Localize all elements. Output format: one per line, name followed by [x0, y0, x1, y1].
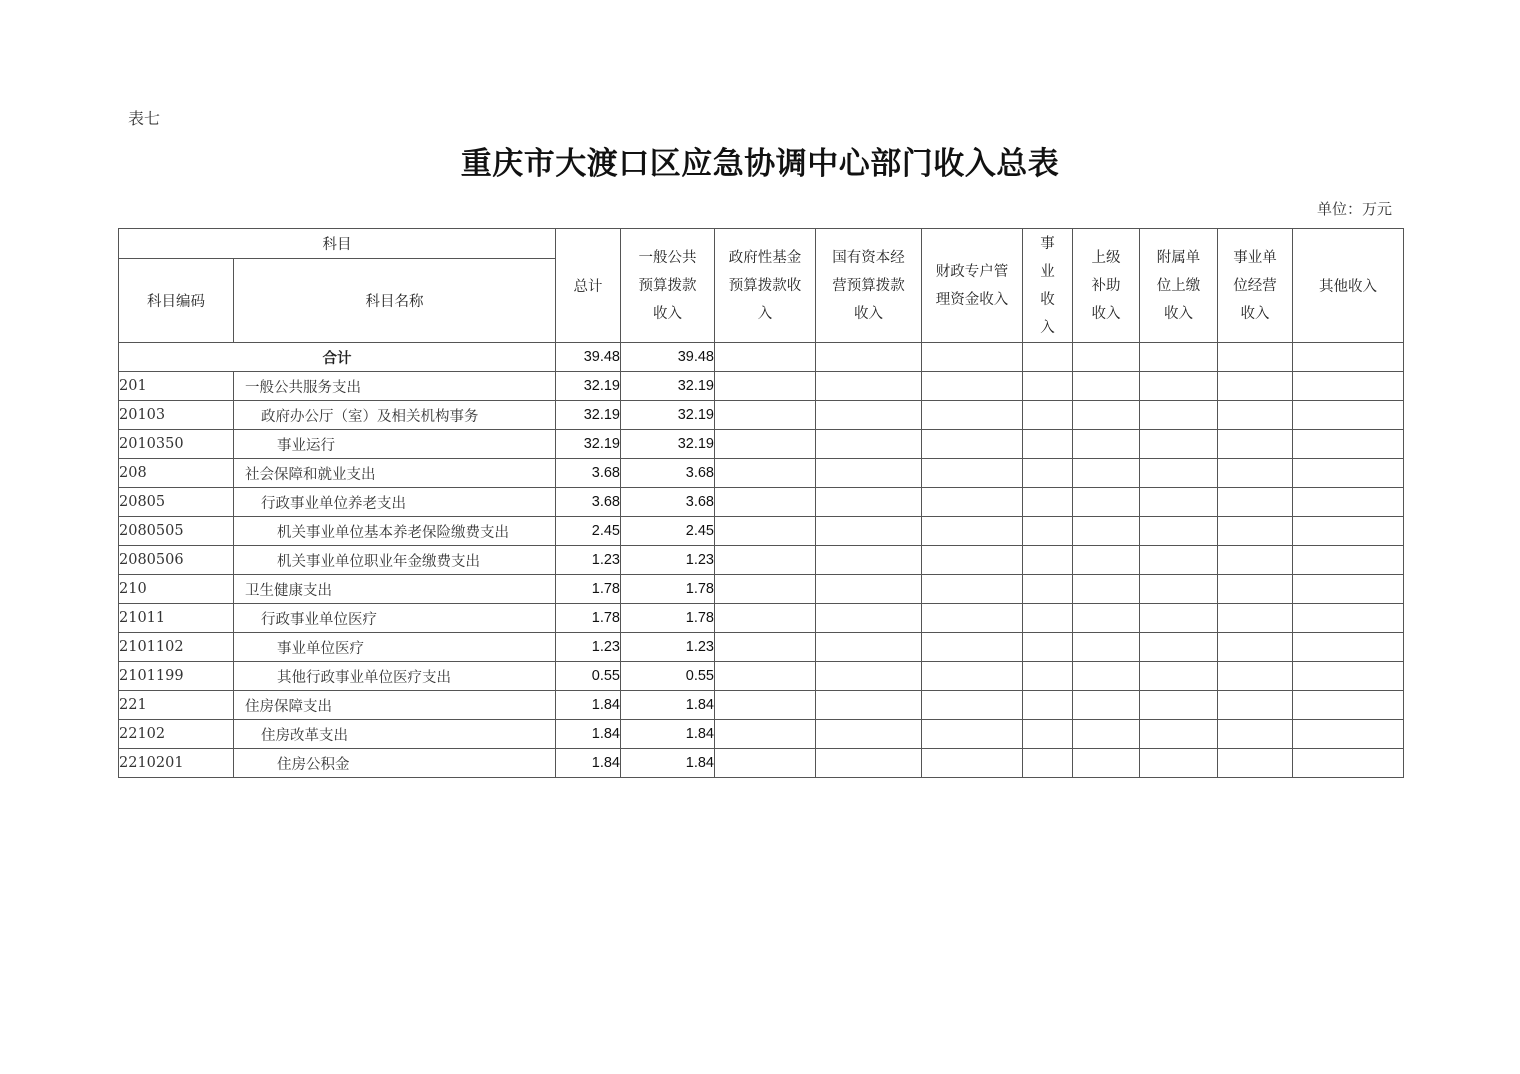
header-business-income [1023, 229, 1073, 343]
subject-code-cell: 21011 [119, 604, 234, 633]
subject-name-cell: 卫生健康支出 [234, 575, 556, 604]
header-state-capital [816, 229, 922, 343]
total-cell: 32.19 [556, 430, 621, 459]
empty-cell [1140, 749, 1218, 778]
table-row [119, 372, 1404, 401]
subject-name-cell: 一般公共服务支出 [234, 372, 556, 401]
empty-cell [715, 401, 816, 430]
header-affiliated-payment-line-2: 位上缴 [1156, 277, 1201, 294]
summary-general-budget: 39.48 [621, 343, 715, 372]
empty-cell [1293, 633, 1404, 662]
empty-cell [1218, 372, 1293, 401]
subject-name-cell: 住房改革支出 [234, 720, 556, 749]
empty-cell [1073, 372, 1140, 401]
empty-cell [1140, 343, 1218, 372]
empty-cell [922, 691, 1023, 720]
empty-cell [1218, 517, 1293, 546]
header-operating-income-line-2: 位经营 [1233, 277, 1277, 294]
empty-cell [715, 662, 816, 691]
empty-cell [1023, 372, 1073, 401]
header-business-income-line-3: 收 [1040, 291, 1055, 308]
empty-cell [816, 343, 922, 372]
empty-cell [816, 546, 922, 575]
header-affiliated-payment [1140, 229, 1218, 343]
empty-cell [1023, 633, 1073, 662]
subject-code-cell: 2210201 [119, 749, 234, 778]
empty-cell [1293, 575, 1404, 604]
empty-cell [816, 720, 922, 749]
income-summary-table [118, 228, 1404, 778]
header-subject-name: 科目名称 [234, 259, 556, 343]
empty-cell [1218, 633, 1293, 662]
empty-cell [1218, 720, 1293, 749]
general-budget-cell: 1.78 [621, 604, 715, 633]
empty-cell [1023, 691, 1073, 720]
header-total: 总计 [556, 229, 621, 343]
subject-name-cell: 机关事业单位职业年金缴费支出 [234, 546, 556, 575]
empty-cell [1293, 459, 1404, 488]
table-header [119, 229, 1404, 343]
header-subject: 科目 [119, 229, 556, 259]
empty-cell [1140, 633, 1218, 662]
table-row [119, 459, 1404, 488]
header-state-capital-line-1: 国有资本经 [832, 249, 905, 266]
total-cell: 3.68 [556, 488, 621, 517]
subject-name-cell: 行政事业单位养老支出 [234, 488, 556, 517]
empty-cell [715, 459, 816, 488]
summary-row [119, 343, 1404, 372]
subject-name-cell: 事业单位医疗 [234, 633, 556, 662]
empty-cell [1140, 401, 1218, 430]
total-cell: 1.84 [556, 720, 621, 749]
general-budget-cell: 32.19 [621, 372, 715, 401]
header-business-income-line-4: 入 [1040, 319, 1055, 336]
empty-cell [715, 372, 816, 401]
empty-cell [1140, 430, 1218, 459]
empty-cell [1140, 720, 1218, 749]
empty-cell [1140, 517, 1218, 546]
empty-cell [1023, 720, 1073, 749]
unit-label: 单位：万元 [1316, 200, 1392, 218]
empty-cell [715, 720, 816, 749]
empty-cell [1218, 430, 1293, 459]
total-cell: 1.84 [556, 691, 621, 720]
general-budget-cell: 32.19 [621, 401, 715, 430]
empty-cell [922, 633, 1023, 662]
general-budget-cell: 1.84 [621, 691, 715, 720]
subject-name-cell: 住房公积金 [234, 749, 556, 778]
empty-cell [816, 430, 922, 459]
total-cell: 1.23 [556, 633, 621, 662]
subject-name-cell: 其他行政事业单位医疗支出 [234, 662, 556, 691]
empty-cell [816, 662, 922, 691]
header-state-capital-line-2: 营预算拨款 [832, 277, 905, 294]
header-general-budget-line-2: 预算拨款 [638, 277, 697, 294]
empty-cell [1293, 430, 1404, 459]
header-subject-code: 科目编码 [119, 259, 234, 343]
total-cell: 1.78 [556, 575, 621, 604]
subject-code-cell: 2080506 [119, 546, 234, 575]
empty-cell [816, 459, 922, 488]
empty-cell [1023, 430, 1073, 459]
empty-cell [1293, 720, 1404, 749]
subject-code-cell: 208 [119, 459, 234, 488]
empty-cell [922, 430, 1023, 459]
subject-code-cell: 2010350 [119, 430, 234, 459]
empty-cell [1140, 604, 1218, 633]
header-business-income-line-2: 业 [1040, 263, 1055, 280]
subject-code-cell: 2101199 [119, 662, 234, 691]
empty-cell [1218, 691, 1293, 720]
header-affiliated-payment-line-1: 附属单 [1156, 249, 1201, 266]
subject-code-cell: 20805 [119, 488, 234, 517]
subject-name-cell: 机关事业单位基本养老保险缴费支出 [234, 517, 556, 546]
empty-cell [922, 343, 1023, 372]
empty-cell [1073, 633, 1140, 662]
general-budget-cell: 1.84 [621, 749, 715, 778]
empty-cell [1023, 546, 1073, 575]
table-row [119, 546, 1404, 575]
table-row [119, 749, 1404, 778]
total-cell: 1.23 [556, 546, 621, 575]
empty-cell [1140, 372, 1218, 401]
empty-cell [1293, 517, 1404, 546]
empty-cell [922, 575, 1023, 604]
subject-name-cell: 住房保障支出 [234, 691, 556, 720]
header-superior-subsidy [1073, 229, 1140, 343]
empty-cell [1218, 343, 1293, 372]
empty-cell [1073, 749, 1140, 778]
empty-cell [715, 575, 816, 604]
empty-cell [1293, 749, 1404, 778]
empty-cell [922, 459, 1023, 488]
header-other-income: 其他收入 [1293, 229, 1404, 343]
empty-cell [1218, 575, 1293, 604]
total-cell: 32.19 [556, 372, 621, 401]
subject-code-cell: 221 [119, 691, 234, 720]
table-row [119, 430, 1404, 459]
empty-cell [922, 720, 1023, 749]
header-affiliated-payment-line-3: 收入 [1164, 305, 1193, 322]
empty-cell [715, 517, 816, 546]
empty-cell [1293, 488, 1404, 517]
table-number-label: 表七 [128, 109, 161, 128]
general-budget-cell: 2.45 [621, 517, 715, 546]
general-budget-cell: 1.23 [621, 633, 715, 662]
subject-code-cell: 210 [119, 575, 234, 604]
empty-cell [1023, 575, 1073, 604]
subject-code-cell: 2101102 [119, 633, 234, 662]
empty-cell [922, 749, 1023, 778]
empty-cell [1140, 662, 1218, 691]
empty-cell [816, 575, 922, 604]
empty-cell [1073, 720, 1140, 749]
empty-cell [1023, 343, 1073, 372]
subject-name-cell: 行政事业单位医疗 [234, 604, 556, 633]
header-fiscal-special [922, 229, 1023, 343]
table-row [119, 720, 1404, 749]
empty-cell [715, 633, 816, 662]
table-row [119, 517, 1404, 546]
empty-cell [1218, 459, 1293, 488]
table-row [119, 575, 1404, 604]
empty-cell [1073, 604, 1140, 633]
empty-cell [1293, 372, 1404, 401]
empty-cell [816, 604, 922, 633]
empty-cell [1293, 662, 1404, 691]
subject-code-cell: 201 [119, 372, 234, 401]
empty-cell [1218, 488, 1293, 517]
empty-cell [922, 401, 1023, 430]
header-superior-subsidy-line-3: 收入 [1091, 305, 1121, 322]
header-general-budget-line-1: 一般公共 [638, 249, 697, 266]
empty-cell [1073, 343, 1140, 372]
empty-cell [1073, 517, 1140, 546]
empty-cell [1293, 604, 1404, 633]
empty-cell [1218, 546, 1293, 575]
empty-cell [1140, 546, 1218, 575]
header-fiscal-special-line-2: 理资金收入 [935, 291, 1009, 308]
header-operating-income-line-3: 收入 [1240, 305, 1270, 322]
document-title: 重庆市大渡口区应急协调中心部门收入总表 [460, 146, 1060, 182]
total-cell: 1.84 [556, 749, 621, 778]
header-superior-subsidy-line-2: 补助 [1091, 277, 1121, 294]
empty-cell [1023, 749, 1073, 778]
table-row [119, 488, 1404, 517]
general-budget-cell: 3.68 [621, 488, 715, 517]
header-operating-income [1218, 229, 1293, 343]
table-row [119, 401, 1404, 430]
header-gov-fund [715, 229, 816, 343]
general-budget-cell: 0.55 [621, 662, 715, 691]
empty-cell [922, 662, 1023, 691]
empty-cell [1073, 575, 1140, 604]
header-general-budget [621, 229, 715, 343]
total-cell: 0.55 [556, 662, 621, 691]
empty-cell [1218, 749, 1293, 778]
subject-code-cell: 22102 [119, 720, 234, 749]
header-business-income-line-1: 事 [1040, 235, 1055, 252]
empty-cell [1023, 488, 1073, 517]
empty-cell [715, 546, 816, 575]
table-body [119, 343, 1404, 778]
empty-cell [1073, 546, 1140, 575]
total-cell: 32.19 [556, 401, 621, 430]
general-budget-cell: 1.84 [621, 720, 715, 749]
empty-cell [1023, 517, 1073, 546]
subject-name-cell: 社会保障和就业支出 [234, 459, 556, 488]
header-state-capital-line-3: 收入 [854, 305, 883, 322]
total-cell: 1.78 [556, 604, 621, 633]
empty-cell [715, 691, 816, 720]
general-budget-cell: 32.19 [621, 430, 715, 459]
empty-cell [1218, 662, 1293, 691]
empty-cell [922, 372, 1023, 401]
total-cell: 3.68 [556, 459, 621, 488]
subject-name-cell: 政府办公厅（室）及相关机构事务 [234, 401, 556, 430]
header-superior-subsidy-line-1: 上级 [1091, 249, 1121, 266]
total-cell: 2.45 [556, 517, 621, 546]
empty-cell [1140, 575, 1218, 604]
header-gov-fund-line-2: 预算拨款收 [728, 277, 802, 294]
empty-cell [715, 749, 816, 778]
empty-cell [715, 343, 816, 372]
empty-cell [1023, 604, 1073, 633]
empty-cell [922, 546, 1023, 575]
general-budget-cell: 1.78 [621, 575, 715, 604]
subject-code-cell: 2080505 [119, 517, 234, 546]
general-budget-cell: 3.68 [621, 459, 715, 488]
general-budget-cell: 1.23 [621, 546, 715, 575]
header-general-budget-line-3: 收入 [653, 305, 682, 322]
empty-cell [816, 633, 922, 662]
empty-cell [816, 691, 922, 720]
empty-cell [1140, 488, 1218, 517]
empty-cell [816, 488, 922, 517]
empty-cell [816, 401, 922, 430]
empty-cell [1293, 546, 1404, 575]
empty-cell [1140, 459, 1218, 488]
table-row [119, 633, 1404, 662]
empty-cell [816, 749, 922, 778]
empty-cell [1023, 459, 1073, 488]
header-gov-fund-line-3: 入 [757, 305, 773, 322]
empty-cell [1218, 604, 1293, 633]
subject-code-cell: 20103 [119, 401, 234, 430]
empty-cell [1073, 662, 1140, 691]
empty-cell [715, 604, 816, 633]
summary-label: 合计 [119, 343, 556, 372]
empty-cell [922, 604, 1023, 633]
header-operating-income-line-1: 事业单 [1233, 249, 1277, 266]
empty-cell [1293, 343, 1404, 372]
summary-total: 39.48 [556, 343, 621, 372]
empty-cell [816, 517, 922, 546]
subject-name-cell: 事业运行 [234, 430, 556, 459]
empty-cell [715, 488, 816, 517]
empty-cell [1293, 401, 1404, 430]
empty-cell [1073, 488, 1140, 517]
empty-cell [1073, 691, 1140, 720]
empty-cell [922, 488, 1023, 517]
empty-cell [1073, 401, 1140, 430]
empty-cell [715, 430, 816, 459]
table-row [119, 691, 1404, 720]
header-fiscal-special-line-1: 财政专户管 [935, 263, 1009, 280]
empty-cell [1140, 691, 1218, 720]
table-row [119, 604, 1404, 633]
header-gov-fund-line-1: 政府性基金 [728, 249, 802, 266]
empty-cell [1073, 430, 1140, 459]
empty-cell [1023, 401, 1073, 430]
empty-cell [1218, 401, 1293, 430]
empty-cell [922, 517, 1023, 546]
empty-cell [816, 372, 922, 401]
empty-cell [1293, 691, 1404, 720]
table-row [119, 662, 1404, 691]
empty-cell [1023, 662, 1073, 691]
empty-cell [1073, 459, 1140, 488]
